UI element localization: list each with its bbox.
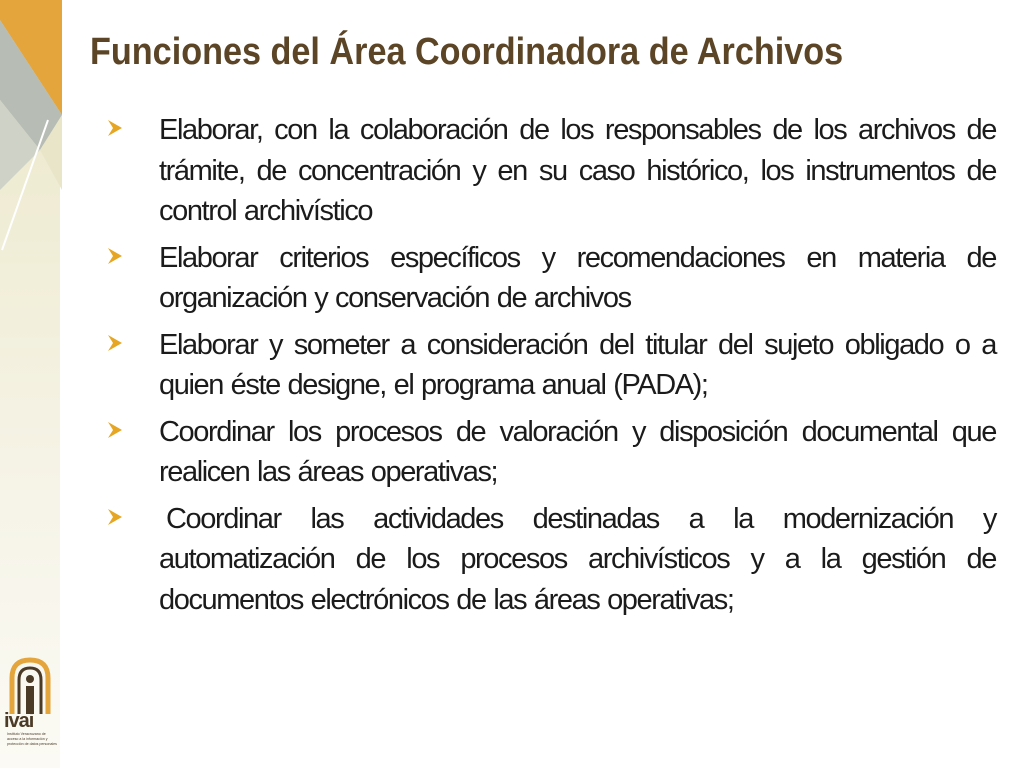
ivai-logo-icon (6, 656, 54, 714)
bullet-list (104, 110, 996, 626)
logo-caption: Instituto Veracruzano de acceso a la información y protección de datos personales (7, 732, 57, 746)
bullet-text: Coordinar los procesos de valoración y disposición documental que realicen las áreas operativas; (159, 415, 996, 488)
arrowhead-bullet-icon (108, 335, 122, 351)
bullet-item (104, 238, 996, 319)
bullet-text: Elaborar, con la colaboración de los responsables de los archivos de trámite, de concentración y en su caso histórico, los instrumentos de control archivístico (159, 114, 996, 227)
logo-wordmark: ivai (4, 710, 34, 732)
bullet-text: Coordinar las actividades destinadas a la modernización y automatización de los procesos archivísticos y a la gestión de documentos electrónicos de las áreas operativas; (159, 502, 996, 616)
arrowhead-bullet-icon (108, 248, 122, 264)
arrowhead-bullet-icon (108, 120, 122, 136)
bullet-item (104, 110, 996, 232)
bullet-text: Elaborar y someter a consideración del titular del sujeto obligado o a quien éste designe, el programa anual (PADA); (159, 328, 996, 401)
bullet-item (104, 499, 996, 621)
arrowhead-bullet-icon (108, 509, 122, 525)
slide-title: Funciones del Área Coordinadora de Archivos (90, 31, 844, 73)
bullet-item (104, 412, 996, 493)
ivai-logo (4, 656, 56, 752)
bullet-item (104, 325, 996, 406)
corner-decoration (0, 0, 62, 300)
arrowhead-bullet-icon (108, 422, 122, 438)
bullet-text: Elaborar criterios específicos y recomendaciones en materia de organización y conservación de archivos (159, 241, 996, 314)
